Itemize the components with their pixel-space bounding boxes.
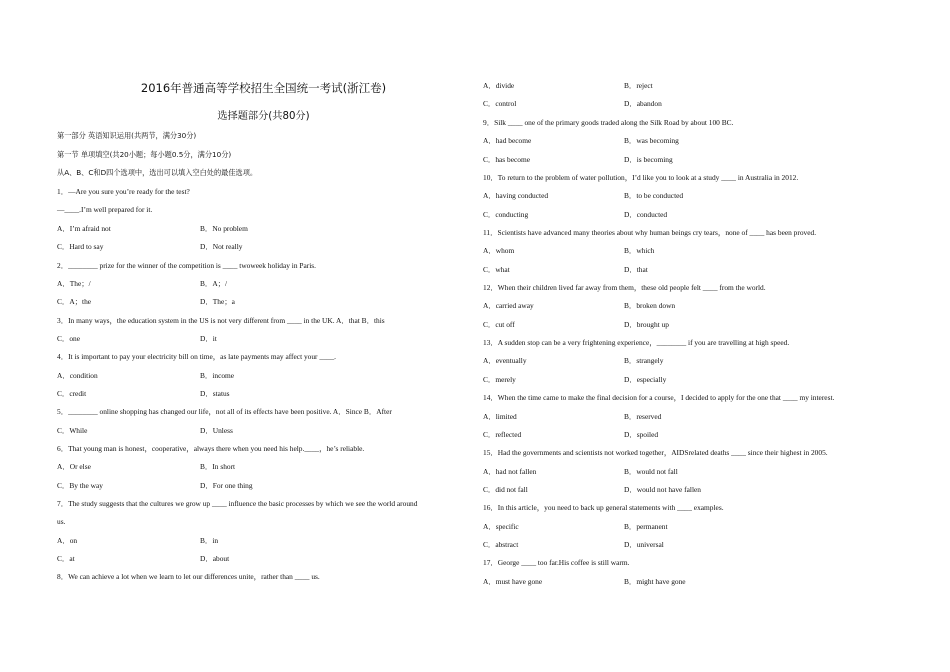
option-d: D．brought up <box>624 320 669 329</box>
option-a: A．had become <box>483 136 532 145</box>
option-a: A．limited <box>483 412 517 421</box>
question-7: 7．The study suggests that the cultures we grow up ____ influence the basic processes by which we see the world around <box>57 499 418 508</box>
option-c: C．did not fall <box>483 485 528 494</box>
option-a: A．The；/ <box>57 279 91 288</box>
option-b: B．In short <box>200 462 236 471</box>
question-8: 8．We can achieve a lot when we learn to let our differences unite，rather than ____ us. <box>57 572 320 581</box>
option-a: A．on <box>57 536 78 545</box>
question-6: 6．That young man is honest，cooperative，always there when you need his help.____，he’s reliable. <box>57 444 365 453</box>
option-b: B．No problem <box>200 224 248 233</box>
option-d: D．universal <box>624 540 664 549</box>
option-d: D．abandon <box>624 99 662 108</box>
option-d: D．conducted <box>624 210 668 219</box>
option-d: D．spoiled <box>624 430 659 439</box>
question-1-reply: —____.I’m well prepared for it. <box>57 205 153 214</box>
option-b: B．would not fall <box>624 467 678 476</box>
section-heading: 第一节 单项填空(共20小题；每小题0.5分，满分10分) <box>57 150 232 159</box>
option-a: A．eventually <box>483 356 527 365</box>
option-c: C．A；the <box>57 297 92 306</box>
option-a: A．whom <box>483 246 515 255</box>
option-a: A．divide <box>483 81 515 90</box>
option-c: C．conducting <box>483 210 529 219</box>
option-a: A．having conducted <box>483 191 549 200</box>
part-heading: 第一部分 英语知识运用(共两节，满分30分) <box>57 131 197 140</box>
option-d: D．Not really <box>200 242 243 251</box>
option-d: D．is becoming <box>624 155 673 164</box>
option-b: B．permanent <box>624 522 668 531</box>
option-d: D．status <box>200 389 230 398</box>
question-5: 5．________ online shopping has changed our life，not all of its effects have been positive. A．Since B．After <box>57 407 392 416</box>
option-d: D．about <box>200 554 230 563</box>
option-d: D．would not have fallen <box>624 485 701 494</box>
option-d: D．The；a <box>200 297 235 306</box>
option-a: A．I’m afraid not <box>57 224 111 233</box>
option-b: B．strangely <box>624 356 664 365</box>
option-c: C．at <box>57 554 75 563</box>
option-b: B．in <box>200 536 219 545</box>
option-c: C．By the way <box>57 481 103 490</box>
option-a: A．had not fallen <box>483 467 537 476</box>
question-14: 14．When the time came to make the final decision for a course，I decided to apply for the one that ____ my interest. <box>483 393 835 402</box>
section-subtitle: 选择题部分(共80分) <box>217 111 310 122</box>
option-b: B．which <box>624 246 655 255</box>
question-7-continued: us. <box>57 517 66 526</box>
option-d: D．especially <box>624 375 667 384</box>
option-c: C．credit <box>57 389 87 398</box>
option-a: A．Or else <box>57 462 91 471</box>
option-b: B．to be conducted <box>624 191 684 200</box>
option-a: A．specific <box>483 522 519 531</box>
option-c: C．Hard to say <box>57 242 104 251</box>
option-b: B．income <box>200 371 235 380</box>
question-4: 4．It is important to pay your electricity bill on time，as late payments may affect your ____. <box>57 352 336 361</box>
option-a: A．must have gone <box>483 577 543 586</box>
exam-title: 2016年普通高等学校招生全国统一考试(浙江卷) <box>140 81 387 95</box>
question-12: 12．When their children lived far away from them，these old people felt ____ from the world. <box>483 283 766 292</box>
option-c: C．abstract <box>483 540 519 549</box>
question-10: 10．To return to the problem of water pollution，I’d like you to look at a study ____ in Australia in 2012. <box>483 173 799 182</box>
option-c: C．reflected <box>483 430 522 439</box>
option-b: B．broken down <box>624 301 676 310</box>
question-17: 17．George ____ too far.His coffee is still warm. <box>483 558 630 567</box>
question-1: 1．—Are you sure you’re ready for the test? <box>57 187 190 196</box>
option-d: D．Unless <box>200 426 233 435</box>
question-16: 16．In this article，you need to back up general statements with ____ examples. <box>483 503 724 512</box>
option-c: C．merely <box>483 375 516 384</box>
option-b: B．reject <box>624 81 653 90</box>
option-c: C．what <box>483 265 510 274</box>
option-a: A．carried away <box>483 301 534 310</box>
question-13: 13．A sudden stop can be a very frightening experience，________ if you are travelling at high speed. <box>483 338 790 347</box>
option-d: D．it <box>200 334 217 343</box>
option-b: B．might have gone <box>624 577 686 586</box>
question-3: 3．In many ways，the education system in the US is not very different from ____ in the UK. A．that B．this <box>57 316 385 325</box>
option-d: D．that <box>624 265 648 274</box>
option-c: C．cut off <box>483 320 515 329</box>
question-2: 2．________ prize for the winner of the competition is ____ twoweek holiday in Paris. <box>57 261 317 270</box>
option-b: B．reserved <box>624 412 662 421</box>
question-9: 9．Silk ____ one of the primary goods traded along the Silk Road by about 100 BC. <box>483 118 734 127</box>
option-c: C．While <box>57 426 88 435</box>
instruction-text: 从A、B、C和D四个选项中，选出可以填入空白处的最佳选项。 <box>57 168 258 177</box>
question-15: 15．Had the governments and scientists not worked together，AIDSrelated deaths ____ since their highest in 2005. <box>483 448 828 457</box>
question-11: 11．Scientists have advanced many theories about why human beings cry tears，none of ____ has been proved. <box>483 228 817 237</box>
option-c: C．has become <box>483 155 530 164</box>
option-b: B．was becoming <box>624 136 679 145</box>
option-b: B．A；/ <box>200 279 228 288</box>
option-c: C．one <box>57 334 80 343</box>
option-d: D．For one thing <box>200 481 253 490</box>
option-a: A．condition <box>57 371 98 380</box>
option-c: C．control <box>483 99 517 108</box>
